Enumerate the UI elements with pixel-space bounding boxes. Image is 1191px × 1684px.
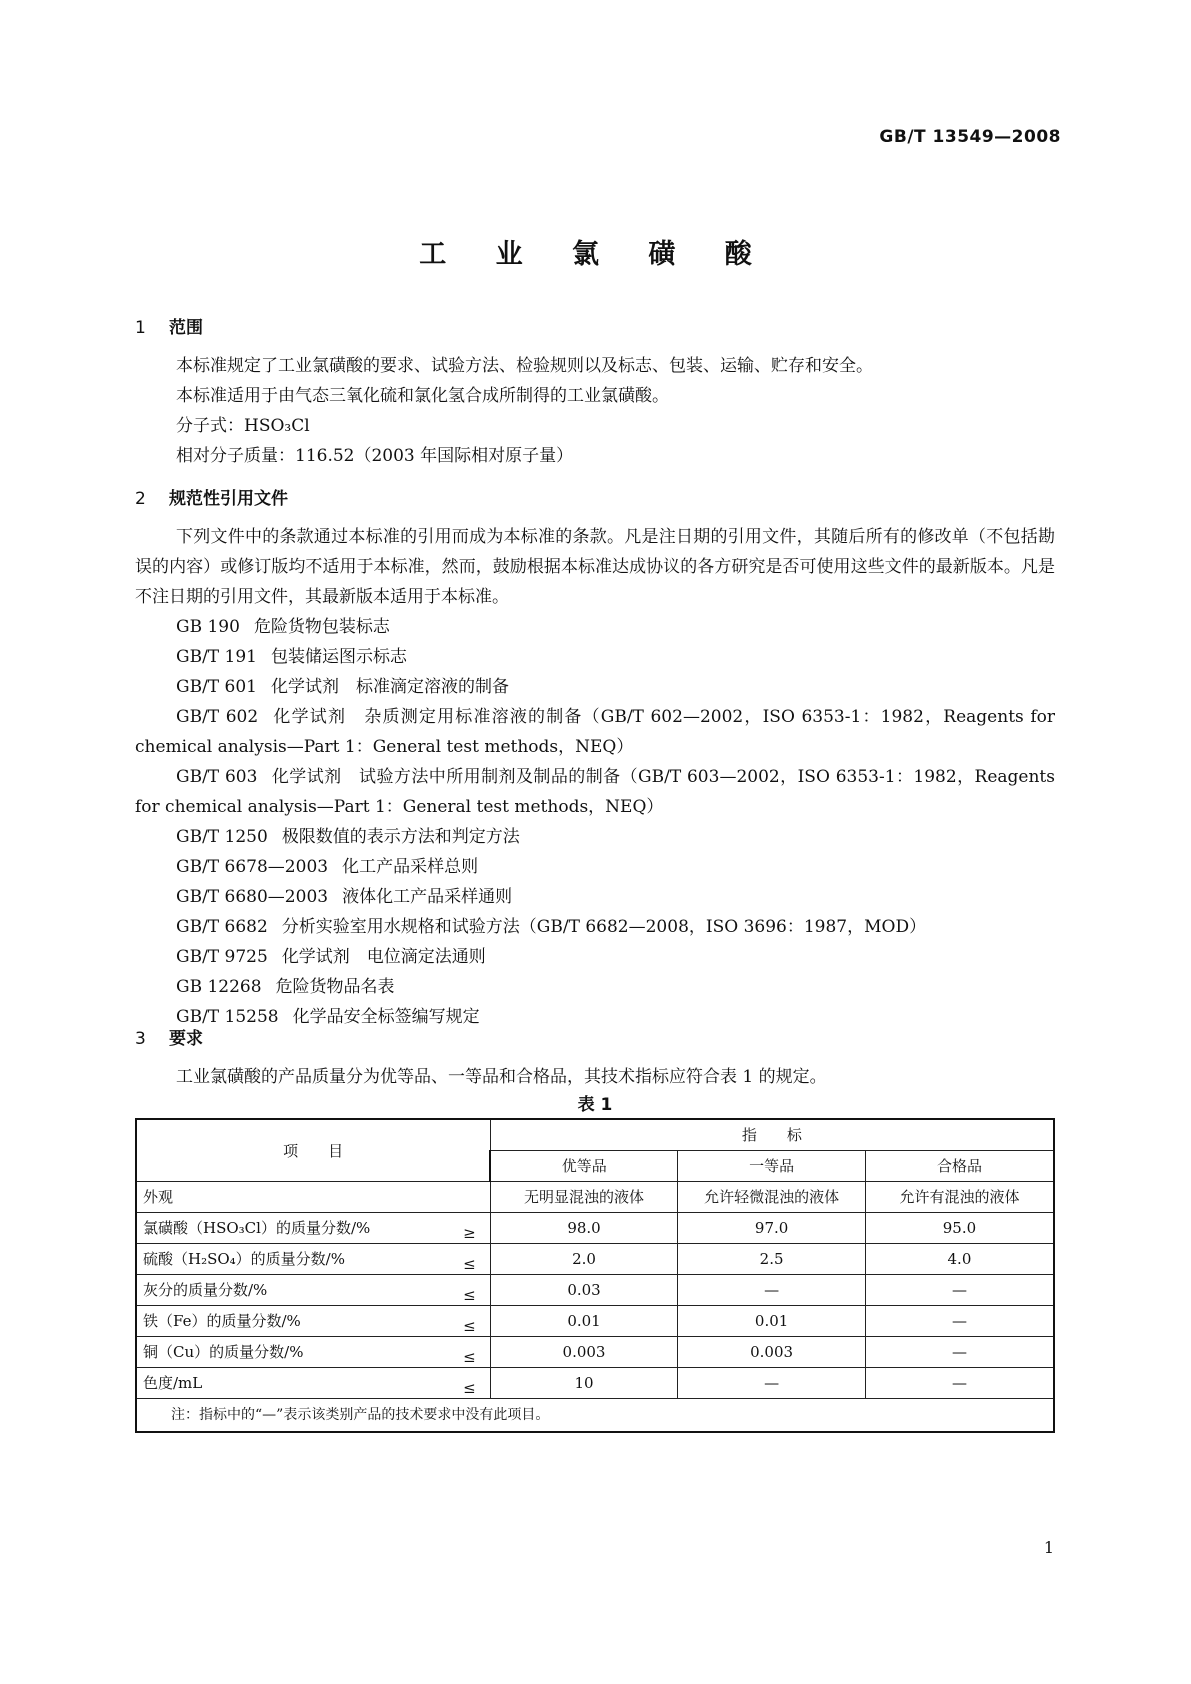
- section-scope: [135, 313, 1055, 471]
- table-note-row: [136, 1399, 1054, 1433]
- header-grade: 优等品: [490, 1151, 678, 1182]
- reference-item: GB/T 603 化学试剂 试验方法中所用制剂及制品的制备（GB/T 603—2002，ISO 6353-1：1982，Reagents for chemical analysis—Part 1：General test methods，NEQ）: [135, 767, 1055, 817]
- row-item: 外观: [136, 1182, 490, 1213]
- header-grade: 一等品: [678, 1151, 866, 1182]
- row-item: 铜（Cu）的质量分数/% ≤: [136, 1337, 490, 1368]
- cell: 0.003: [678, 1337, 866, 1368]
- page-number: 1: [1043, 1538, 1054, 1557]
- table-header-row: [136, 1119, 1054, 1151]
- row-item: 灰分的质量分数/% ≤: [136, 1275, 490, 1306]
- cell: 10: [490, 1368, 678, 1399]
- paragraph: 下列文件中的条款通过本标准的引用而成为本标准的条款。凡是注日期的引用文件，其随后所有的修改单（不包括勘误的内容）或修订版均不适用于本标准，然而，鼓励根据本标准达成协议的各方研究是否可使用这些文件的最新版本。凡是不注日期的引用文件，其最新版本适用于本标准。: [135, 527, 1055, 607]
- reference-item: GB/T 6680—2003 液体化工产品采样通则: [176, 887, 513, 907]
- row-item: 硫酸（H₂SO₄）的质量分数/% ≤: [136, 1244, 490, 1275]
- cell: 允许轻微混浊的液体: [678, 1182, 866, 1213]
- reference-item: GB 12268 危险货物品名表: [176, 977, 395, 997]
- cell: —: [865, 1368, 1054, 1399]
- cell: 0.01: [490, 1306, 678, 1337]
- reference-item: GB/T 9725 化学试剂 电位滴定法通则: [176, 947, 486, 967]
- row-item: 铁（Fe）的质量分数/% ≤: [136, 1306, 490, 1337]
- row-item: 氯磺酸（HSO₃Cl）的质量分数/% ≥: [136, 1213, 490, 1244]
- cell: 98.0: [490, 1213, 678, 1244]
- paragraph: 本标准规定了工业氯磺酸的要求、试验方法、检验规则以及标志、包装、运输、贮存和安全。: [176, 356, 873, 376]
- table-row: [136, 1213, 1054, 1244]
- section-requirements: [135, 1024, 1055, 1433]
- reference-item: GB/T 602 化学试剂 杂质测定用标准溶液的制备（GB/T 602—2002，ISO 6353-1：1982，Reagents for chemical analysis—Part 1：General test methods，NEQ）: [135, 707, 1055, 757]
- section-heading: 2 规范性引用文件: [135, 489, 288, 509]
- cell: —: [678, 1368, 866, 1399]
- header-grade: 合格品: [865, 1151, 1054, 1182]
- row-item: 色度/mL ≤: [136, 1368, 490, 1399]
- cell: 95.0: [865, 1213, 1054, 1244]
- reference-item: GB 190 危险货物包装标志: [176, 617, 390, 637]
- section-normative-references: [135, 484, 1055, 1032]
- document-title: 工 业 氯 磺 酸: [419, 239, 772, 270]
- table-row: [136, 1275, 1054, 1306]
- cell: 无明显混浊的液体: [490, 1182, 678, 1213]
- cell: 2.5: [678, 1244, 866, 1275]
- cell: 2.0: [490, 1244, 678, 1275]
- reference-item: GB/T 1250 极限数值的表示方法和判定方法: [176, 827, 520, 847]
- reference-item: GB/T 601 化学试剂 标准滴定溶液的制备: [176, 677, 509, 697]
- spec-table: [135, 1118, 1055, 1433]
- paragraph: 本标准适用于由气态三氧化硫和氯化氢合成所制得的工业氯磺酸。: [176, 386, 669, 406]
- cell: —: [678, 1275, 866, 1306]
- paragraph: 工业氯磺酸的产品质量分为优等品、一等品和合格品，其技术指标应符合表 1 的规定。: [176, 1067, 827, 1087]
- section-heading: 3 要求: [135, 1029, 203, 1049]
- cell: 4.0: [865, 1244, 1054, 1275]
- molecular-mass-line: 相对分子质量：116.52（2003 年国际相对原子量）: [176, 446, 574, 466]
- table-row: [136, 1337, 1054, 1368]
- reference-item: GB/T 6682 分析实验室用水规格和试验方法（GB/T 6682—2008，ISO 3696：1987，MOD）: [176, 917, 927, 937]
- cell: 允许有混浊的液体: [865, 1182, 1054, 1213]
- reference-item: GB/T 191 包装储运图示标志: [176, 647, 407, 667]
- cell: 0.003: [490, 1337, 678, 1368]
- table-row: [136, 1182, 1054, 1213]
- cell: 0.01: [678, 1306, 866, 1337]
- cell: 0.03: [490, 1275, 678, 1306]
- standard-number: GB/T 13549—2008: [879, 127, 1061, 147]
- cell: —: [865, 1306, 1054, 1337]
- formula-line: 分子式：HSO₃Cl: [176, 416, 310, 436]
- table-row: [136, 1306, 1054, 1337]
- cell: —: [865, 1337, 1054, 1368]
- reference-item: GB/T 15258 化学品安全标签编写规定: [176, 1007, 480, 1027]
- section-heading: 1 范围: [135, 318, 203, 338]
- table-caption: 表 1: [577, 1095, 613, 1115]
- table-row: [136, 1368, 1054, 1399]
- reference-item: GB/T 6678—2003 化工产品采样总则: [176, 857, 479, 877]
- header-item: 项 目: [136, 1119, 490, 1182]
- header-index: 指 标: [490, 1119, 1054, 1151]
- table-row: [136, 1244, 1054, 1275]
- table-note: 注：指标中的“—”表示该类别产品的技术要求中没有此项目。: [136, 1399, 1054, 1433]
- cell: 97.0: [678, 1213, 866, 1244]
- cell: —: [865, 1275, 1054, 1306]
